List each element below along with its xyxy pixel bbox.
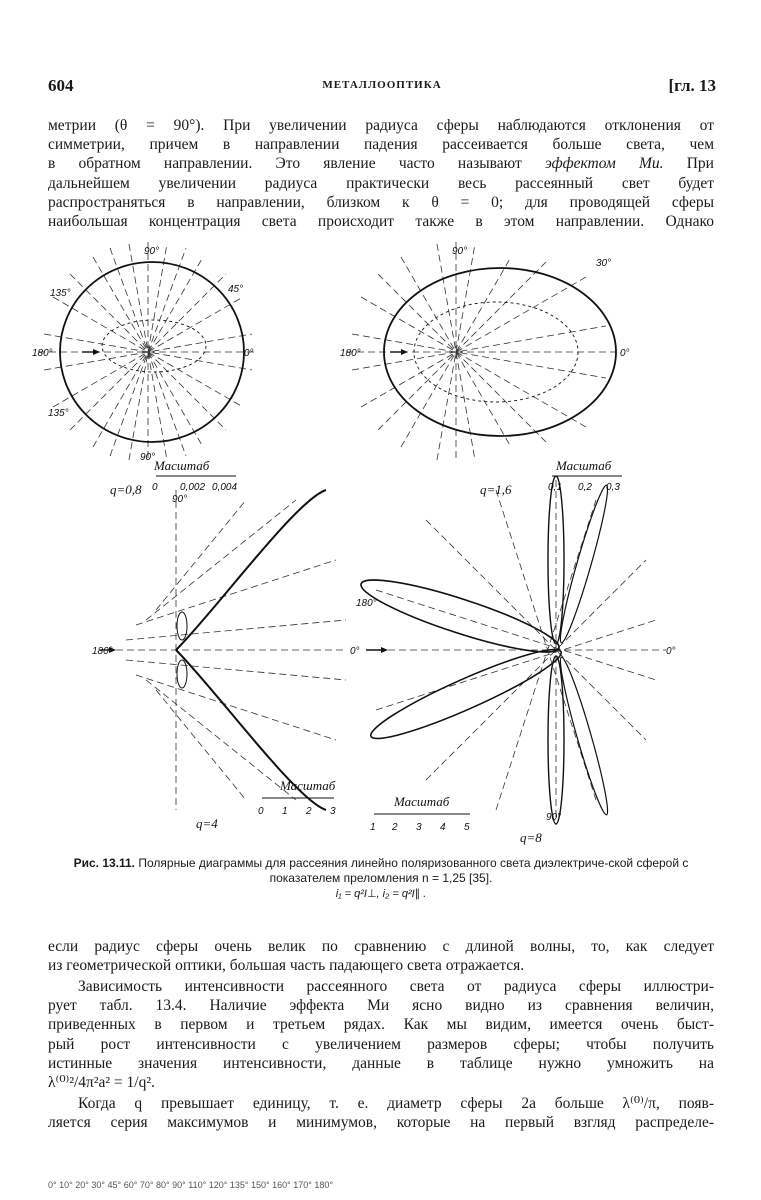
svg-text:0°: 0° <box>666 646 676 657</box>
polar-panel-q16 <box>340 242 630 462</box>
scale-title: Масштаб <box>394 794 450 809</box>
text-line: ляется серия максимумов и минимумов, которые на первый взгляд распределе- <box>48 1114 714 1132</box>
text-line: наибольшая концентрация света происходит также в этом направлении. Однако <box>48 213 714 231</box>
svg-text:90°: 90° <box>144 246 160 257</box>
svg-text:90°: 90° <box>140 452 156 463</box>
svg-text:180°: 180° <box>92 646 113 657</box>
q-label: q=0,8 <box>110 482 142 497</box>
polar-diagrams-figure <box>32 238 680 845</box>
svg-text:2: 2 <box>306 806 312 817</box>
scale-title: Масштаб <box>280 778 336 793</box>
svg-text:3: 3 <box>416 822 422 833</box>
scale-bar <box>548 458 622 493</box>
svg-text:0°: 0° <box>350 646 360 657</box>
svg-text:45°: 45° <box>228 284 244 295</box>
svg-text:0,002: 0,002 <box>180 482 206 493</box>
svg-text:3: 3 <box>330 806 336 817</box>
text-line: из геометрической оптики, большая часть падающего света отражается. <box>48 957 525 975</box>
svg-text:1: 1 <box>282 806 288 817</box>
scale-title: Масштаб <box>154 458 210 473</box>
text-line: рует табл. 13.4. Наличие эффекта Ми ясно видно из сравнения величин, <box>48 997 714 1015</box>
q-label: q=4 <box>196 816 218 831</box>
polar-panel-q08 <box>32 242 258 463</box>
polar-panel-q4 <box>92 490 360 810</box>
scale-title: Масштаб <box>556 458 612 473</box>
svg-text:90°: 90° <box>452 246 468 257</box>
scale-bar <box>370 794 470 833</box>
chapter-reference: [гл. 13 <box>668 76 716 95</box>
svg-text:0,004: 0,004 <box>212 482 238 493</box>
svg-text:135°: 135° <box>48 408 69 419</box>
q-label: q=1,6 <box>480 482 512 497</box>
scale-bar <box>258 778 336 817</box>
figure-caption <box>48 856 714 902</box>
text-line: Когда q превышает единицу, т. е. диаметр сферы 2a больше λ⁽⁰⁾/π, появ- <box>78 1095 714 1112</box>
text-line: рый рост интенсивности с увеличением размеров сферы; чтобы получить <box>48 1035 714 1053</box>
paragraph-1 <box>48 937 714 975</box>
text-line: приведенных в первом и третьем рядах. Как мы видим, имеется очень быст- <box>48 1016 714 1034</box>
polar-panel-q8 <box>356 476 676 824</box>
svg-text:0,1: 0,1 <box>548 482 562 493</box>
svg-text:2: 2 <box>392 822 398 833</box>
svg-text:0,2: 0,2 <box>578 482 592 493</box>
svg-text:90°: 90° <box>546 812 562 823</box>
text-line: λ⁽⁰⁾²/4π²a² = 1/q². <box>48 1074 155 1092</box>
text-line: истинные значения интенсивности, данные в таблице нужно умножить на <box>48 1054 714 1072</box>
page-header <box>48 76 716 98</box>
svg-text:0°: 0° <box>244 348 254 359</box>
caption-formula: i₁ = q²I⊥, i₂ = q²I∥ . <box>335 888 427 900</box>
text-line: если радиус сферы очень велик по сравнению с длиной волны, то, как следует <box>48 938 714 955</box>
svg-text:0: 0 <box>152 482 158 493</box>
svg-text:180°: 180° <box>356 598 377 609</box>
svg-text:180°: 180° <box>32 348 53 359</box>
text-line: метрии (θ = 90°). При увеличении радиуса сферы наблюдаются отклонения от <box>48 117 714 134</box>
mie-effect-term: эффектом Ми. <box>544 155 664 173</box>
svg-text:0°: 0° <box>620 348 630 359</box>
paragraph-2 <box>48 977 714 1092</box>
svg-text:1: 1 <box>370 822 376 833</box>
angle-labels-legend: 0° 10° 20° 30° 45° 60° 70° 80° 90° 110° 120° 135° 150° 160° 170° 180° <box>48 1180 334 1190</box>
svg-text:4: 4 <box>440 822 446 833</box>
text-line: Зависимость интенсивности рассеянного света от радиуса сферы иллюстри- <box>78 978 714 995</box>
text-line: распространяться в направлении, близком к θ = 0; для проводящей сферы <box>48 193 714 211</box>
figure-number: Рис. 13.11. <box>73 856 136 870</box>
scale-bar <box>152 458 237 493</box>
svg-text:0: 0 <box>258 806 264 817</box>
svg-text:30°: 30° <box>596 258 612 269</box>
paragraph-3 <box>48 1094 714 1132</box>
svg-text:5: 5 <box>464 822 470 833</box>
text-line: симметрии, причем в направлении падения рассеивается больше света, чем <box>48 136 714 154</box>
running-title: МЕТАЛЛООПТИКА <box>322 79 442 91</box>
text-line: в обратном направлении. Это явление часто называют эффектом Ми. При <box>48 155 714 173</box>
svg-text:135°: 135° <box>50 288 71 299</box>
caption-text: Полярные диаграммы для рассеяния линейно поляризованного света диэлектриче-ской сферой с показателем преломления n = 1,25 [35]. <box>138 856 689 885</box>
svg-text:0,3: 0,3 <box>606 482 620 493</box>
svg-text:180°: 180° <box>340 348 361 359</box>
top-paragraph <box>48 116 714 231</box>
svg-text:90°: 90° <box>172 494 188 505</box>
q-label: q=8 <box>520 830 542 845</box>
page-number: 604 <box>48 76 74 95</box>
text-line: дальнейшем увеличении радиуса практически весь рассеянный свет будет <box>48 174 714 192</box>
